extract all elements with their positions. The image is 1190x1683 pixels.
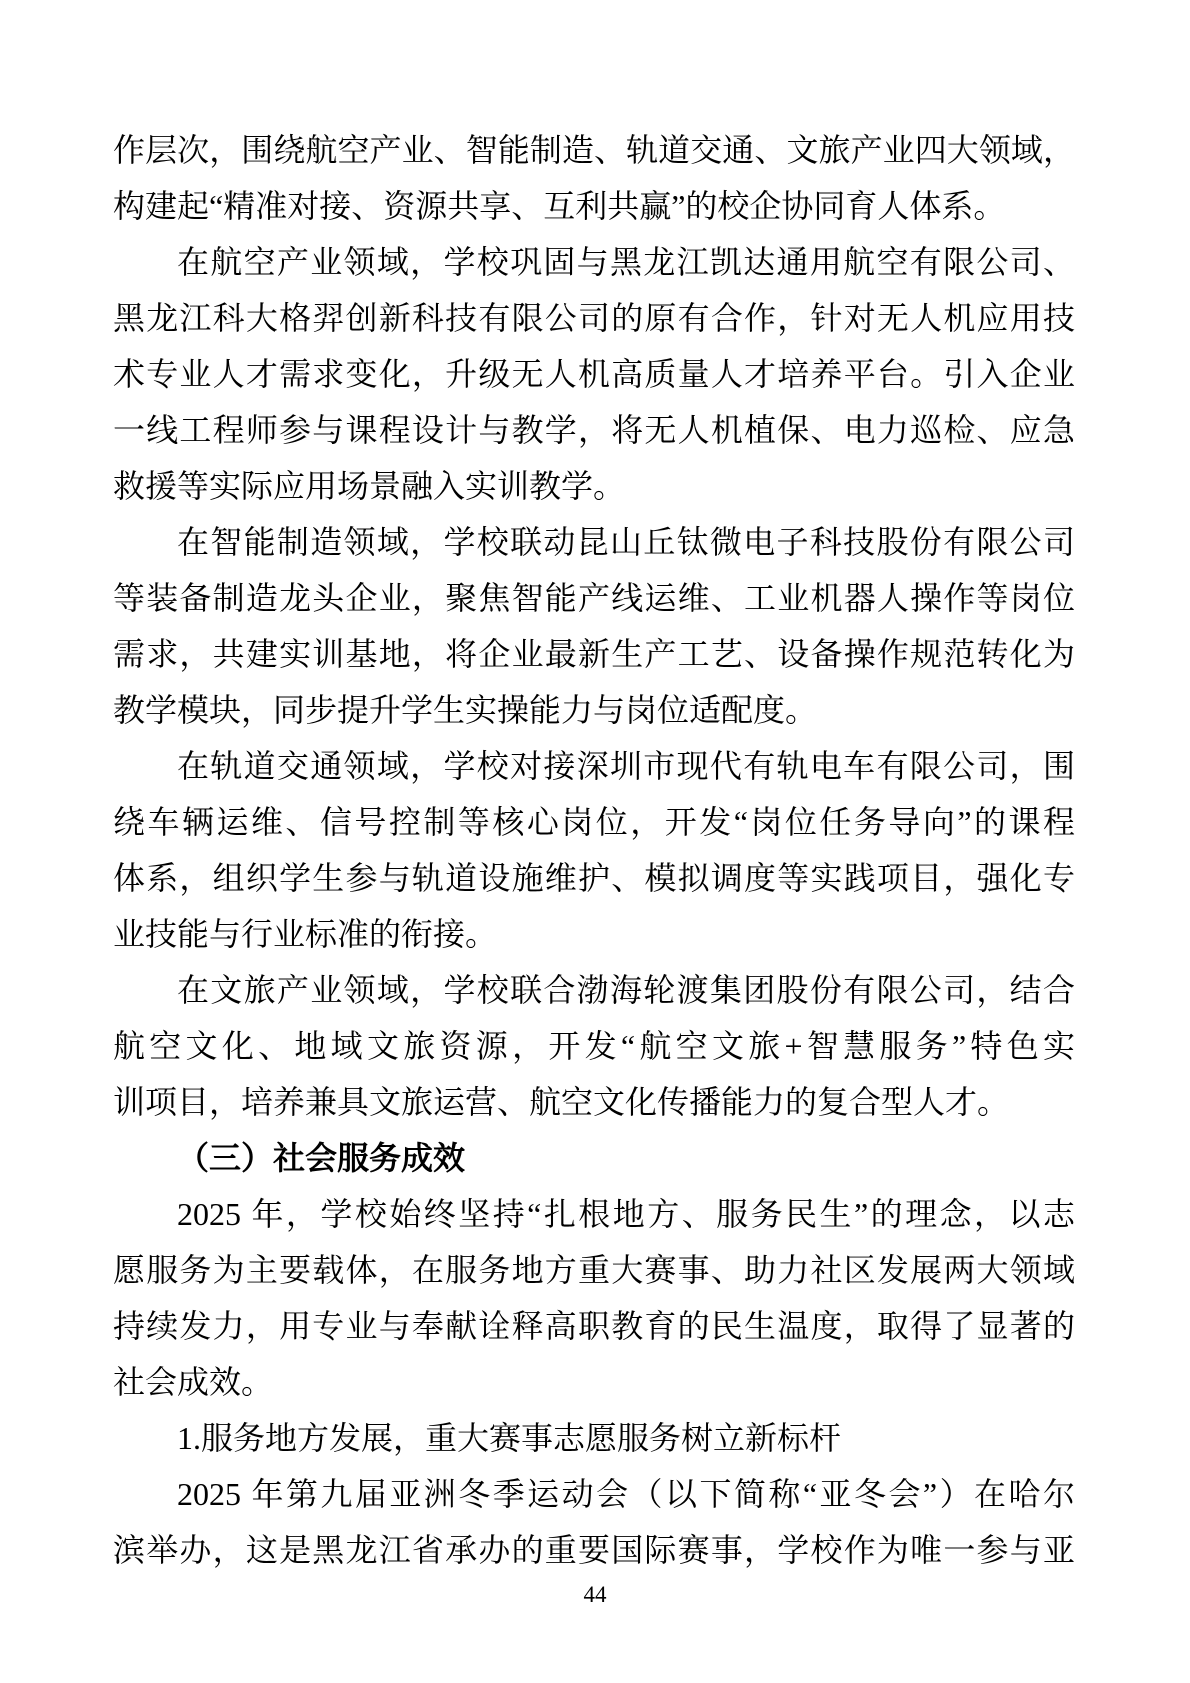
- text-line: 愿服务为主要载体，在服务地方重大赛事、助力社区发展两大领域: [113, 1252, 1075, 1288]
- text-line: 在轨道交通领域，学校对接深圳市现代有轨电车有限公司，围: [177, 748, 1075, 784]
- text-line: 教学模块，同步提升学生实操能力与岗位适配度。: [113, 692, 818, 728]
- text-line: 航空文化、地域文旅资源，开发“航空文旅+智慧服务”特色实: [113, 1028, 1075, 1064]
- text-line: 作层次，围绕航空产业、智能制造、轨道交通、文旅产业四大领域，: [113, 132, 1075, 168]
- text-line: 黑龙江科大格羿创新科技有限公司的原有合作，针对无人机应用技: [113, 300, 1075, 336]
- text-line: 业技能与行业标准的衔接。: [113, 916, 498, 952]
- text-line: 2025 年，学校始终坚持“扎根地方、服务民生”的理念，以志: [177, 1196, 1075, 1232]
- text-line: 持续发力，用专业与奉献诠释高职教育的民生温度，取得了显著的: [113, 1308, 1075, 1344]
- text-line: 构建起“精准对接、资源共享、互利共赢”的校企协同育人体系。: [113, 188, 1006, 224]
- text-line: 救援等实际应用场景融入实训教学。: [113, 468, 626, 504]
- text-line: 等装备制造龙头企业，聚焦智能产线运维、工业机器人操作等岗位: [113, 580, 1075, 616]
- text-line: 术专业人才需求变化，升级无人机高质量人才培养平台。引入企业: [113, 356, 1075, 392]
- text-line: 2025 年第九届亚洲冬季运动会（以下简称“亚冬会”）在哈尔: [177, 1476, 1075, 1512]
- text-line: 训项目，培养兼具文旅运营、航空文化传播能力的复合型人才。: [113, 1084, 1010, 1120]
- document-body: [113, 122, 1075, 1578]
- text-line: 滨举办，这是黑龙江省承办的重要国际赛事，学校作为唯一参与亚: [113, 1532, 1075, 1568]
- section-heading: （三）社会服务成效: [177, 1140, 466, 1176]
- text-line: 一线工程师参与课程设计与教学，将无人机植保、电力巡检、应急: [113, 412, 1075, 448]
- text-line: 绕车辆运维、信号控制等核心岗位，开发“岗位任务导向”的课程: [113, 804, 1075, 840]
- text-line: 在航空产业领域，学校巩固与黑龙江凯达通用航空有限公司、: [177, 244, 1075, 280]
- text-line: 在文旅产业领域，学校联合渤海轮渡集团股份有限公司，结合: [177, 972, 1075, 1008]
- text-line: 社会成效。: [113, 1364, 274, 1400]
- text-line: 需求，共建实训基地，将企业最新生产工艺、设备操作规范转化为: [113, 636, 1075, 672]
- subsection-heading: 1.服务地方发展，重大赛事志愿服务树立新标杆: [177, 1420, 842, 1456]
- page-number: 44: [583, 1582, 607, 1607]
- text-line: 在智能制造领域，学校联动昆山丘钛微电子科技股份有限公司: [177, 524, 1075, 560]
- text-line: 体系，组织学生参与轨道设施维护、模拟调度等实践项目，强化专: [113, 860, 1075, 896]
